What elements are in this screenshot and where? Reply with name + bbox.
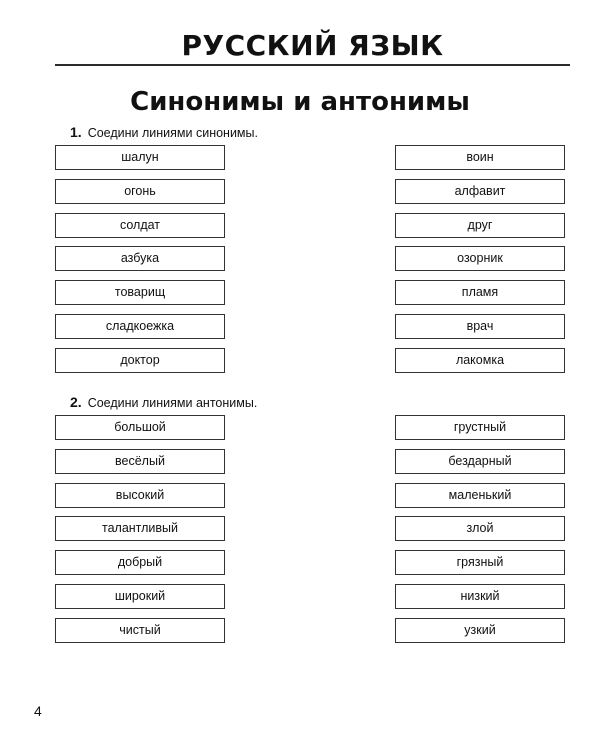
task2-instruction: Соедини линиями антонимы. [87, 396, 258, 410]
task2-right-word[interactable]: узкий [395, 618, 565, 643]
task2-heading [70, 394, 257, 411]
task2-right-word[interactable]: злой [395, 516, 565, 541]
page-number: 4 [34, 703, 42, 719]
task1-left-word[interactable]: огонь [55, 179, 225, 204]
task2-left-word[interactable]: талантливый [55, 516, 225, 541]
task1-number: 1. [70, 124, 82, 140]
task2-left-word[interactable]: большой [55, 415, 225, 440]
page-header [55, 28, 570, 66]
task2-number: 2. [70, 394, 82, 410]
task2-right-word[interactable]: грязный [395, 550, 565, 575]
task2-right-word[interactable]: маленький [395, 483, 565, 508]
task1-left-word[interactable]: сладкоежка [55, 314, 225, 339]
task1-right-word[interactable]: лакомка [395, 348, 565, 373]
task1-right-word[interactable]: друг [395, 213, 565, 238]
section-title: Синонимы и антонимы [130, 87, 470, 117]
task2-left-word[interactable]: чистый [55, 618, 225, 643]
task1-right-word[interactable]: воин [395, 145, 565, 170]
task1-right-word[interactable]: алфавит [395, 179, 565, 204]
task1-left-word[interactable]: доктор [55, 348, 225, 373]
task1-instruction: Соедини линиями синонимы. [87, 126, 258, 140]
task1-heading [70, 124, 258, 141]
task2-left-word[interactable]: добрый [55, 550, 225, 575]
task1-left-word[interactable]: азбука [55, 246, 225, 271]
task1-left-word[interactable]: шалун [55, 145, 225, 170]
task2-right-word[interactable]: грустный [395, 415, 565, 440]
task1-right-word[interactable]: озорник [395, 246, 565, 271]
task1-right-word[interactable]: врач [395, 314, 565, 339]
task2-right-word[interactable]: бездарный [395, 449, 565, 474]
task1-right-word[interactable]: пламя [395, 280, 565, 305]
subject-title: РУССКИЙ ЯЗЫК [181, 29, 444, 62]
task2-right-word[interactable]: низкий [395, 584, 565, 609]
task2-left-word[interactable]: высокий [55, 483, 225, 508]
task2-left-word[interactable]: весёлый [55, 449, 225, 474]
task2-left-word[interactable]: широкий [55, 584, 225, 609]
task1-left-word[interactable]: товарищ [55, 280, 225, 305]
task1-left-word[interactable]: солдат [55, 213, 225, 238]
